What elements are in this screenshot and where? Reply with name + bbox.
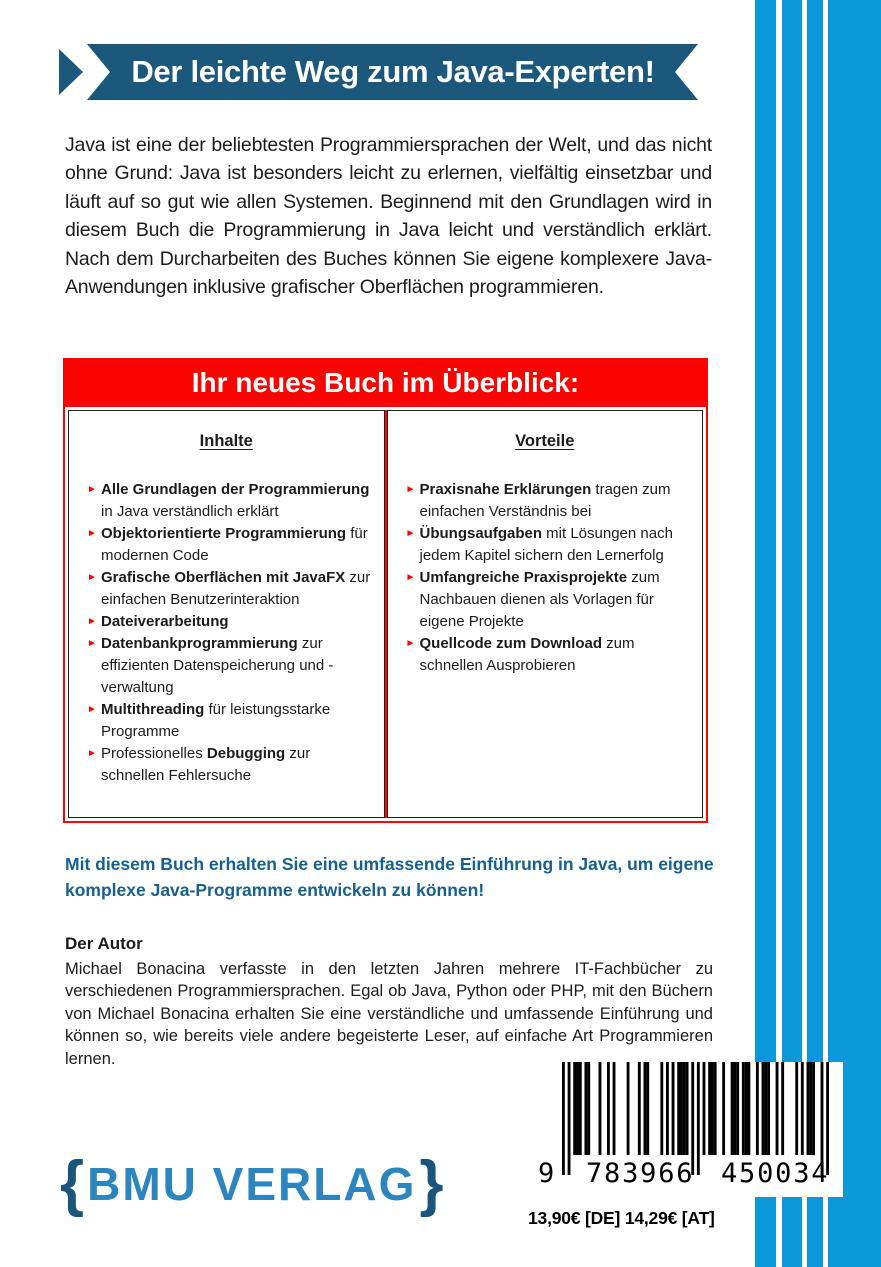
barcode-bar: [764, 1062, 767, 1155]
barcode-bar: [733, 1062, 736, 1155]
list-item-text: Professionelles Debugging zur schnellen Fehlersuche: [101, 745, 311, 784]
vorteile-list: [388, 479, 703, 677]
intro-paragraph: Java ist eine der beliebtesten Programmiersprachen der Welt, und das nicht ohne Grund: Java ist besonders leicht zu erlernen, vielfältig einsetzbar und läuft auf so gut wie allen Systemen. Beginnend mit den Grundlagen wird in diesem Buch die Programmierung in Java leicht und verständlich erklärt. Nach dem Durcharbeiten des Buches können Sie eigene komplexere Java-Anwendungen inklusive grafischer Oberflächen programmieren.: [65, 134, 712, 299]
barcode-bar: [781, 1062, 784, 1155]
list-item: [87, 479, 374, 523]
author-bio: Michael Bonacina verfasste in den letzten Jahren mehrere IT-Fachbücher zu verschiedenen Programmiersprachen. Egal ob Java, Python oder PHP, mit den Büchern von Michael Bonacina erhalten Sie eine verständliche und umfassende Einführung und können so, wie bereits viele andere begeisterte Leser, auf einfache Art Programmieren lernen.: [65, 960, 713, 1068]
barcode-bar: [731, 1062, 734, 1155]
list-item: [87, 699, 374, 743]
barcode-bar: [795, 1062, 798, 1155]
barcode-bar: [579, 1062, 582, 1155]
barcode-bar: [742, 1062, 745, 1155]
barcode-bar: [672, 1062, 675, 1155]
bullet-arrow-icon: ►: [87, 572, 97, 583]
list-item-text: Datenbankprogrammierung zur effizienten Datenspeicherung und -verwaltung: [101, 635, 334, 696]
column-inhalte: [68, 410, 385, 818]
banner-left-triangle-icon: [59, 49, 83, 95]
list-item: [87, 611, 374, 633]
column-heading: Vorteile: [515, 432, 575, 450]
barcode-digit-group: 450034: [721, 1158, 830, 1189]
barcode-digit-group: 783966: [586, 1158, 695, 1189]
bullet-arrow-icon: ►: [405, 572, 416, 583]
logo-text: BMU VERLAG: [87, 1158, 417, 1210]
barcode-bar: [683, 1062, 686, 1155]
barcode-bar: [686, 1062, 689, 1155]
logo-brace-right: }: [419, 1149, 444, 1218]
bullet-arrow-icon: ►: [87, 748, 97, 759]
bullet-arrow-icon: ►: [405, 528, 416, 539]
barcode-bar: [711, 1062, 714, 1155]
logo-brace-left: {: [60, 1149, 85, 1218]
bullet-arrow-icon: ►: [87, 484, 97, 495]
bullet-arrow-icon: ►: [87, 616, 97, 627]
list-item: [406, 523, 693, 567]
column-vorteile: [387, 410, 704, 818]
barcode-digit-lead: 9: [538, 1158, 555, 1189]
list-item-text: Quellcode zum Download zum schnellen Ausprobieren: [419, 635, 635, 674]
list-item: [87, 633, 374, 699]
barcode-bar: [573, 1062, 576, 1155]
list-item-text: Praxisnahe Erklärungen tragen zum einfachen Verständnis bei: [419, 481, 671, 520]
bullet-arrow-icon: ►: [87, 704, 97, 715]
list-item: [406, 479, 693, 523]
barcode-bar: [767, 1062, 770, 1155]
list-item-text: Umfangreiche Praxisprojekte zum Nachbauen dienen als Vorlagen für eigene Projekte: [419, 569, 660, 630]
bullet-arrow-icon: ►: [87, 638, 97, 649]
barcode-bar: [714, 1062, 717, 1155]
barcode-number: [528, 1158, 843, 1190]
bullet-arrow-icon: ►: [405, 638, 416, 649]
list-item-text: Übungsaufgaben mit Lösungen nach jedem Kapitel sichern den Lernerfolg: [419, 525, 673, 564]
list-item: [406, 567, 693, 633]
list-item: [87, 567, 374, 611]
barcode-bar: [801, 1062, 804, 1155]
inhalte-list: [69, 479, 384, 787]
barcode-bar: [776, 1062, 779, 1155]
barcode-bar: [660, 1062, 663, 1155]
author-heading: Der Autor: [65, 934, 143, 953]
barcode-bar: [680, 1062, 683, 1155]
list-item-text: Alle Grundlagen der Programmierung in Java verständlich erklärt: [101, 481, 370, 520]
barcode-bar: [703, 1062, 706, 1155]
barcode-bar: [584, 1062, 587, 1155]
overview-columns: [65, 407, 706, 821]
barcode-bar: [756, 1062, 759, 1155]
list-item-text: Multithreading für leistungsstarke Programme: [101, 701, 331, 740]
barcode-bar: [708, 1062, 711, 1155]
barcode-bar: [666, 1062, 669, 1155]
barcode-panel: [528, 1062, 843, 1197]
price-label: 13,90€ [DE] 14,29€ [AT]: [528, 1208, 715, 1228]
column-heading: Inhalte: [199, 432, 253, 450]
list-item-text: Grafische Oberflächen mit JavaFX zur einfachen Benutzerinteraktion: [101, 569, 371, 608]
overview-box: [63, 358, 708, 823]
publisher-logo: [60, 1148, 444, 1220]
barcode-bar: [576, 1062, 579, 1155]
barcode-bar: [599, 1062, 602, 1155]
barcode-bar: [812, 1062, 815, 1155]
barcode-bar: [807, 1062, 810, 1155]
list-item: [87, 523, 374, 567]
list-item: [406, 633, 693, 677]
barcode-bar: [745, 1062, 748, 1155]
barcode-bar: [607, 1062, 610, 1155]
bullet-arrow-icon: ►: [405, 484, 416, 495]
banner-title: Der leichte Weg zum Java-Experten!: [131, 54, 655, 89]
list-item-text: Objektorientierte Programmierung für modernen Code: [101, 525, 368, 564]
barcode-bar: [646, 1062, 649, 1155]
barcode-bar: [762, 1062, 765, 1155]
barcode-bar: [722, 1062, 725, 1155]
barcode-bar: [627, 1062, 630, 1155]
barcode-bar: [613, 1062, 616, 1155]
barcode-bar: [747, 1062, 750, 1155]
barcode-bar: [809, 1062, 812, 1155]
barcode-bar: [677, 1062, 680, 1155]
list-item: [87, 743, 374, 787]
bullet-arrow-icon: ►: [87, 528, 97, 539]
overview-title: Ihr neues Buch im Überblick:: [65, 360, 706, 407]
barcode-bar: [644, 1062, 647, 1155]
list-item-text: Dateiverarbeitung: [101, 613, 229, 630]
barcode-bar: [736, 1062, 739, 1155]
barcode-bar: [587, 1062, 590, 1155]
barcode-bar: [638, 1062, 641, 1155]
highlight-text: Mit diesem Buch erhalten Sie eine umfassende Einführung in Java, um eigene komplexe Java-Programme entwickeln zu können!: [65, 854, 714, 900]
